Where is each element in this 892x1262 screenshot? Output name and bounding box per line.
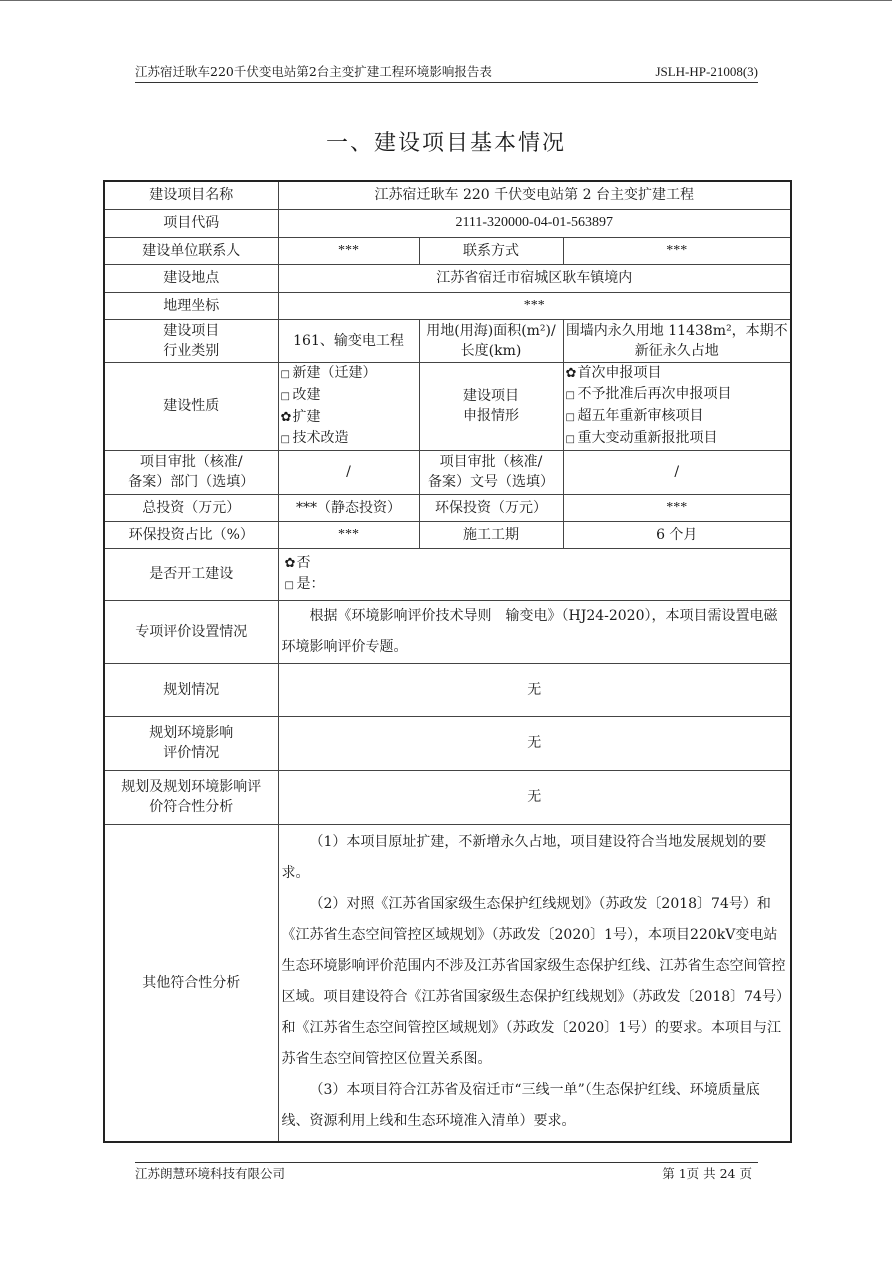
unchecked-box-icon[interactable]: □ (284, 579, 294, 591)
label-started: 是否开工建设 (104, 548, 278, 600)
label-declare-line1: 建设项目 (463, 388, 519, 404)
label-project-code: 项目代码 (104, 209, 278, 237)
row-investment (104, 494, 791, 521)
label-env-investment: 环保投资（万元） (419, 494, 563, 521)
project-info-table (103, 180, 792, 1143)
label-approval-doc-line2: 备案）文号（选填） (428, 474, 554, 490)
value-total-investment: ***（静态投资） (278, 494, 419, 521)
label-industry-line1: 建设项目 (163, 322, 220, 339)
row-env-ratio (104, 521, 791, 548)
unchecked-box-icon[interactable]: □ (565, 389, 575, 401)
declare-options (563, 362, 791, 450)
label-special-eval: 专项评价设置情况 (104, 600, 278, 663)
label-declare-line2: 申报情形 (463, 408, 519, 424)
value-special-eval (278, 600, 791, 663)
option-label: 首次申报项目 (577, 364, 662, 381)
label-project-name: 建设项目名称 (104, 181, 278, 209)
row-planning-eia (104, 716, 791, 770)
value-project-name: 江苏宿迁耿车 220 千伏变电站第 2 台主变扩建工程 (278, 181, 791, 209)
label-env-ratio: 环保投资占比（%） (104, 521, 278, 548)
nature-options (278, 362, 419, 450)
value-construction-period: 6 个月 (563, 521, 791, 548)
label-approval-doc-line1: 项目审批（核准/ (439, 454, 543, 470)
row-started (104, 548, 791, 600)
label-land-area-line1: 用地(用海)面积(m²)/ (426, 322, 556, 339)
value-planning-eia: 无 (278, 716, 791, 770)
value-other-conformity (278, 824, 791, 1142)
value-planning: 无 (278, 663, 791, 716)
conformity-paragraph-2: （2）对照《江苏省国家级生态保护红线规划》（苏政发〔2018〕74号）和《江苏省生态空间管控区域规划》（苏政发〔2020〕1号），本项目220kV变电站生态环境影响评价范围内不涉及江苏省国家级生态保护红线、江苏省生态空间管控区域。项目建设符合《江苏省国家级生态保护红线规划》（苏政发〔2018〕74号）和《江苏省生态空间管控区域规划》（苏政发〔2020〕1号）的要求。本项目与江苏省生态空间管控区位置关系图。 (281, 895, 786, 1067)
declare-option[interactable] (566, 428, 789, 450)
value-contact-method: *** (563, 237, 791, 264)
row-planning-conformity (104, 770, 791, 824)
label-approval-dept-line2: 备案）部门（选填） (128, 474, 255, 490)
value-land-area: 围墙内永久用地 11438m²，本期不新征永久占地 (563, 319, 791, 362)
checked-box-icon[interactable]: ✿ (284, 555, 296, 571)
label-planning-conformity-line2: 价符合性分析 (149, 799, 234, 815)
footer-company: 江苏朗慧环境科技有限公司 (135, 1166, 286, 1181)
row-other-conformity (104, 824, 791, 1142)
declare-option[interactable] (566, 384, 789, 406)
unchecked-box-icon[interactable]: □ (565, 433, 575, 445)
label-construction-period: 施工工期 (419, 521, 563, 548)
option-label: 技术改造 (292, 429, 349, 446)
label-land-area-line2: 长度(km) (460, 342, 522, 359)
option-label: 是： (296, 575, 325, 592)
nature-option[interactable] (281, 385, 417, 407)
label-other-conformity: 其他符合性分析 (104, 824, 278, 1142)
label-industry-line2: 行业类别 (163, 342, 220, 359)
value-industry: 161、输变电工程 (278, 319, 419, 362)
label-planning: 规划情况 (104, 663, 278, 716)
value-env-ratio: *** (278, 521, 419, 548)
row-industry (104, 319, 791, 362)
nature-option[interactable] (281, 363, 417, 385)
started-options (278, 548, 791, 600)
value-location: 江苏省宿迁市宿城区耿车镇境内 (278, 264, 791, 292)
row-project-code (104, 209, 791, 237)
option-label: 扩建 (292, 408, 321, 425)
page-border (0, 0, 892, 1)
footer-page-info: 第 1页 共 24 页 (662, 1166, 752, 1181)
unchecked-box-icon[interactable]: □ (280, 390, 290, 402)
label-planning-conformity-line1: 规划及规划环境影响评 (121, 779, 262, 795)
option-label: 超五年重新审核项目 (577, 407, 704, 424)
label-industry (104, 319, 278, 362)
header-doc-code: JSLH-HP-21008(3) (655, 64, 758, 79)
label-nature: 建设性质 (104, 362, 278, 450)
unchecked-box-icon[interactable]: □ (280, 368, 290, 380)
label-planning-conformity (104, 770, 278, 824)
declare-option[interactable] (566, 363, 789, 384)
label-contact-method: 联系方式 (419, 237, 563, 264)
value-coordinates: *** (278, 292, 791, 319)
label-declare (419, 362, 563, 450)
label-planning-eia-line2: 评价情况 (163, 745, 220, 761)
value-contact: *** (278, 237, 419, 264)
label-coordinates: 地理坐标 (104, 292, 278, 319)
label-planning-eia-line1: 规划环境影响 (149, 725, 234, 741)
option-label: 不予批准后再次申报项目 (577, 385, 732, 402)
conformity-paragraph-3: （3）本项目符合江苏省及宿迁市“三线一单”（生态保护红线、环境质量底线、资源利用上线和生态环境准入清单）要求。 (281, 1081, 760, 1129)
value-approval-dept: / (278, 450, 419, 494)
row-coordinates (104, 292, 791, 319)
row-location (104, 264, 791, 292)
unchecked-box-icon[interactable]: □ (280, 433, 290, 445)
label-location: 建设地点 (104, 264, 278, 292)
option-label: 重大变动重新报批项目 (577, 429, 718, 446)
row-planning (104, 663, 791, 716)
option-label: 改建 (292, 386, 321, 403)
option-label: 新建（迁建） (292, 364, 377, 381)
value-approval-doc: / (563, 450, 791, 494)
unchecked-box-icon[interactable]: □ (565, 411, 575, 423)
label-approval-dept-line1: 项目审批（核准/ (139, 454, 243, 470)
row-special-eval (104, 600, 791, 663)
option-label: 否 (296, 554, 311, 571)
header-doc-title: 江苏宿迁耿车220千伏变电站第2台主变扩建工程环境影响报告表 (135, 64, 492, 79)
special-eval-text: 根据《环境影响评价技术导则 输变电》（HJ24-2020），本项目需设置电磁环境影响评价专题。 (281, 607, 778, 655)
row-project-name (104, 181, 791, 209)
checked-box-icon[interactable]: ✿ (565, 365, 577, 381)
running-footer (135, 1162, 758, 1185)
label-approval-dept (104, 450, 278, 494)
row-approval (104, 450, 791, 494)
nature-option[interactable] (281, 407, 417, 428)
label-approval-doc (419, 450, 563, 494)
running-header (135, 62, 758, 83)
label-land-area (419, 319, 563, 362)
nature-option[interactable] (281, 428, 417, 450)
started-option[interactable] (285, 553, 789, 574)
label-planning-eia (104, 716, 278, 770)
declare-option[interactable] (566, 406, 789, 428)
checked-box-icon[interactable]: ✿ (280, 409, 292, 425)
value-env-investment: *** (563, 494, 791, 521)
value-project-code: 2111-320000-04-01-563897 (278, 209, 791, 237)
value-planning-conformity: 无 (278, 770, 791, 824)
label-total-investment: 总投资（万元） (104, 494, 278, 521)
label-contact: 建设单位联系人 (104, 237, 278, 264)
section-title: 一、建设项目基本情况 (325, 131, 566, 156)
started-option[interactable] (285, 574, 789, 596)
conformity-paragraph-1: （1）本项目原址扩建，不新增永久占地，项目建设符合当地发展规划的要求。 (281, 833, 767, 881)
row-contact (104, 237, 791, 264)
row-nature (104, 362, 791, 450)
